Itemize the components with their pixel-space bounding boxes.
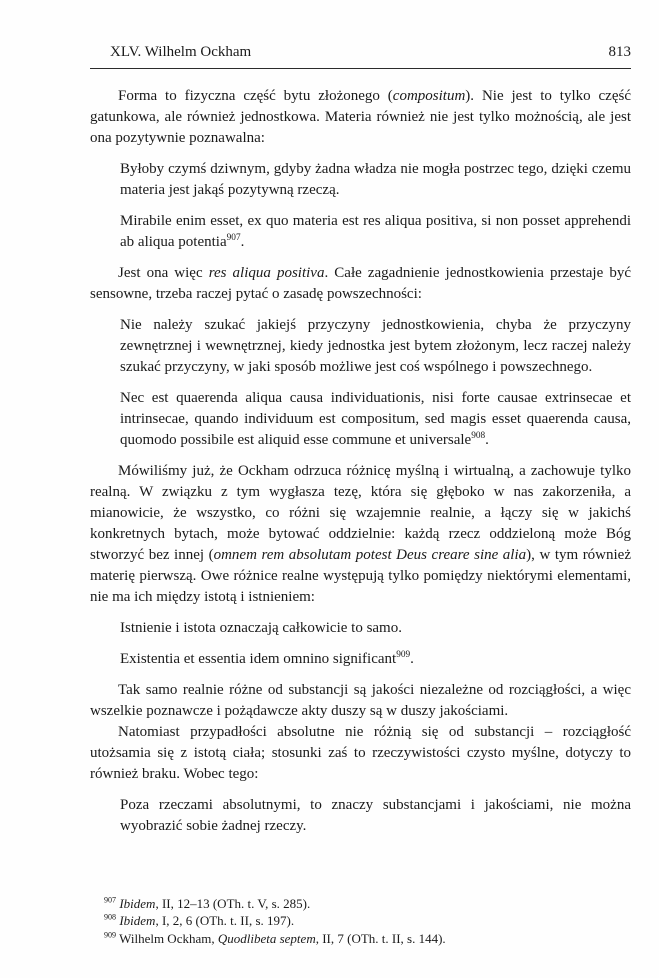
footnotes-section (90, 895, 631, 948)
paragraph: Jest ona więc res aliqua positiva. Całe zagadnienie jednostkowienia przestaje być sensowne, trzeba raczej pytać o zasadę powszechności: (90, 265, 631, 302)
block-quote: Poza rzeczami absolutnymi, to znaczy substancjami i jakościami, nie można wyobrazić sobie żadnej rzeczy. (120, 797, 631, 834)
paragraph: Tak samo realnie różne od substancji są jakości niezależne od rozciągłości, a więc wszelkie poznawcze i pożądawcze akty duszy są w duszy jakościami. (90, 682, 631, 719)
footnote-ref: 909 (396, 650, 411, 660)
block-quote: Istnienie i istota oznaczają całkowicie to samo. (120, 620, 402, 636)
footnote-item: $^{907}$ Ibidem, II, 12–13 (OTh. t. V, s. 285). (104, 895, 311, 911)
block-quote: Nec est quaerenda aliqua causa individuationis, nisi forte causae extrinsecae et intrinsecae, quando individuum est compositum, sed magis esset quaerenda causa, quomodo possibile est aliquid esse commune et universale$^{908}$. (120, 390, 631, 448)
block-quote: Byłoby czymś dziwnym, gdyby żadna władza nie mogła postrzec tego, dzięki czemu materia jest jakąś pozytywną rzeczą. (120, 161, 631, 198)
block-quote: Mirabile enim esset, ex quo materia est res aliqua positiva, si non posset apprehendi ab aliqua potentia$^{907}$. (120, 213, 631, 250)
paragraph: Forma to fizyczna część bytu złożonego (compositum). Nie jest to tylko część gatunkowa, ale również jednostkowa. Materia również nie jest tylko możnością, ale jest ona pozytywnie poznawalna: (90, 88, 631, 146)
running-head (90, 44, 631, 69)
page-body (90, 86, 631, 837)
paragraph: Mówiliśmy już, że Ockham odrzuca różnicę myślną i wirtualną, a zachowuje tylko realną. W związku z tym wygłasza tezę, która się głęboko w nas zakorzeniła, a mianowicie, że wszystko, co różni się wzajemnie realnie, a łączy się w jakichś konkretnych bytach, może bytować oddzielnie: każdą rzecz oddzieloną może Bóg stworzyć bez innej (omnem rem absolutam potest Deus creare sine alia), w tym również materię pierwszą. Owe różnice realne występują tylko pomiędzy niektórymi elementami, nie ma ich między istotą i istnieniem: (90, 463, 631, 605)
footnote-ref: 907 (104, 895, 117, 905)
page-number: 813 (608, 44, 631, 60)
footnote-item: $^{908}$ Ibidem, I, 2, 6 (OTh. t. II, s. 197). (104, 912, 295, 928)
footnote-ref: 908 (104, 912, 117, 922)
footnote-ref: 907 (226, 233, 241, 243)
chapter-title: XLV. Wilhelm Ockham (110, 44, 252, 60)
block-quote: Existentia et essentia idem omnino significant$^{909}$. (120, 650, 414, 667)
footnote-ref: 908 (471, 431, 486, 441)
footnote-item: $^{909}$ Wilhelm Ockham, Quodlibeta septem, II, 7 (OTh. t. II, s. 144). (104, 930, 446, 946)
block-quote: Nie należy szukać jakiejś przyczyny jednostkowienia, chyba że przyczyny zewnętrznej i wewnętrznej, kiedy jednostka jest bytem złożonym, lecz raczej należy szukać przyczyny, w jaki sposób możliwe jest coś wspólnego i powszechnego. (120, 317, 631, 375)
footnote-ref: 909 (104, 930, 117, 940)
paragraph: Natomiast przypadłości absolutne nie różnią się od substancji – rozciągłość utożsamia się z istotą ciała; stosunki zaś to rzeczywistości czysto myślne, dotyczy to również braku. Wobec tego: (90, 724, 631, 782)
